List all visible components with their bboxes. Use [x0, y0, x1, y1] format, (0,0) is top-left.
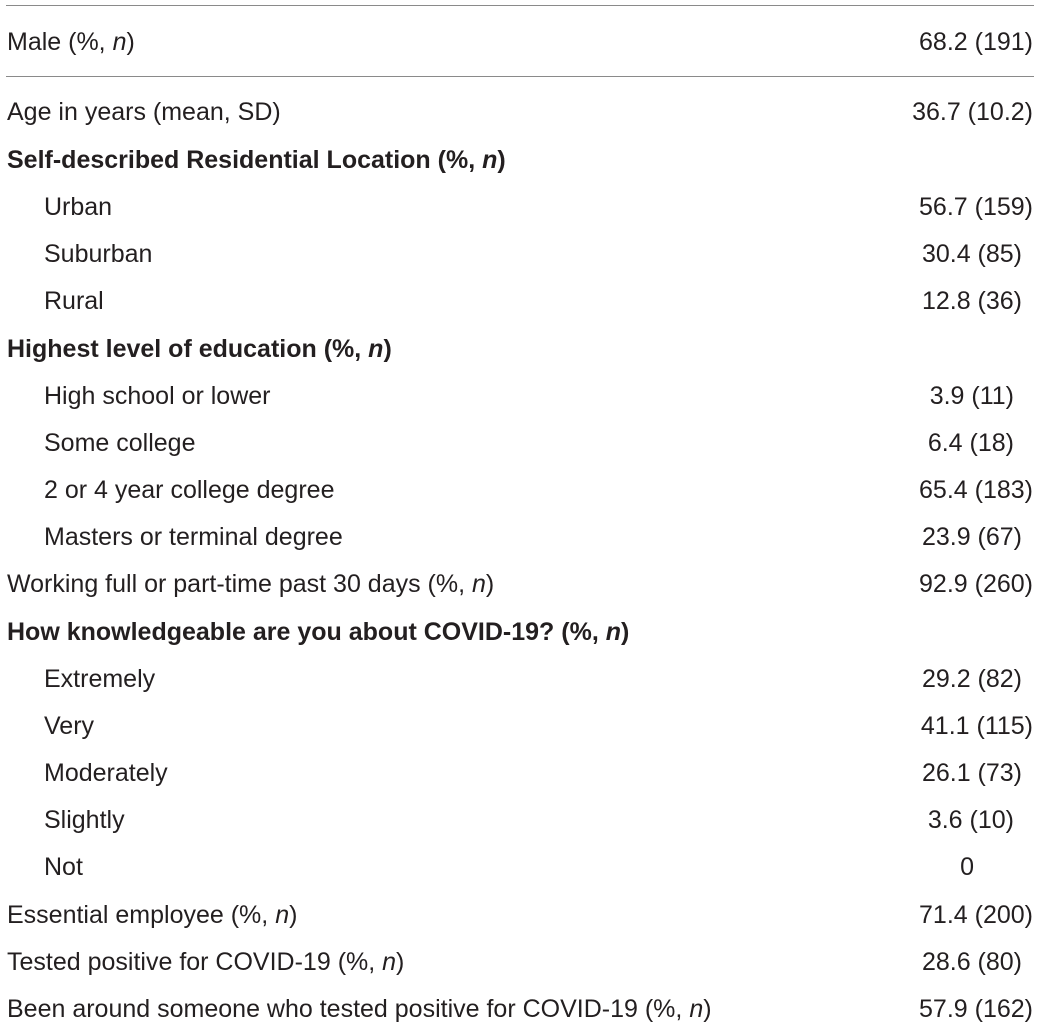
table-row-urban	[0, 185, 1040, 229]
row-value: 26.1 (73)	[921, 759, 1022, 787]
table-row-masters	[0, 515, 1040, 559]
row-value: 23.9 (67)	[921, 523, 1022, 551]
table-row-male	[0, 20, 1040, 64]
row-label: Male (%, n)	[7, 28, 135, 56]
row-label: Urban	[44, 193, 113, 221]
row-value: 56.7 (159)	[919, 193, 1033, 221]
row-label: Essential employee (%, n)	[7, 901, 298, 929]
table-row-tested-positive	[0, 940, 1040, 984]
table-row-moderately	[0, 751, 1040, 795]
row-value: 30.4 (85)	[921, 240, 1022, 268]
table-row-slightly	[0, 798, 1040, 842]
row-label: Rural	[44, 287, 104, 315]
row-value: 3.9 (11)	[929, 382, 1014, 410]
row-label: 2 or 4 year college degree	[44, 476, 335, 504]
table-row-suburban	[0, 232, 1040, 276]
row-label: Very	[44, 712, 95, 740]
row-value: 65.4 (183)	[919, 476, 1033, 504]
row-label: Not	[44, 853, 83, 881]
table-row-very	[0, 704, 1040, 748]
row-value: 3.6 (10)	[927, 806, 1014, 834]
row-value: 6.4 (18)	[927, 429, 1014, 457]
row-value: 68.2 (191)	[919, 28, 1033, 56]
table-row-age	[0, 90, 1040, 134]
row-label: Moderately	[44, 759, 168, 787]
row-label: Self-described Residential Location (%, n)	[7, 146, 506, 174]
row-label: Slightly	[44, 806, 125, 834]
row-label: Extremely	[44, 665, 156, 693]
section-heading-knowledge	[0, 610, 1040, 654]
table-row-extremely	[0, 657, 1040, 701]
table-row-essential-employee	[0, 893, 1040, 937]
row-label: Age in years (mean, SD)	[7, 98, 281, 126]
row-value: 57.9 (162)	[919, 995, 1033, 1023]
row-label: How knowledgeable are you about COVID-19? (%, n)	[7, 618, 630, 646]
row-label: Highest level of education (%, n)	[7, 335, 392, 363]
row-value: 29.2 (82)	[921, 665, 1022, 693]
table-row-rural	[0, 279, 1040, 323]
section-heading-residential-location	[0, 138, 1040, 182]
table-row-working	[0, 562, 1040, 606]
header-rule	[6, 76, 1034, 77]
row-value: 28.6 (80)	[921, 948, 1022, 976]
row-label: Been around someone who tested positive for COVID-19 (%, n)	[7, 995, 712, 1023]
row-value: 12.8 (36)	[921, 287, 1022, 315]
row-value: 71.4 (200)	[919, 901, 1033, 929]
row-label: Masters or terminal degree	[44, 523, 343, 551]
row-value: 36.7 (10.2)	[912, 98, 1033, 126]
row-label: High school or lower	[44, 382, 271, 410]
row-label: Suburban	[44, 240, 153, 268]
row-value: 0	[960, 853, 974, 881]
row-value: 41.1 (115)	[920, 712, 1033, 740]
row-label: Some college	[44, 429, 196, 457]
table-row-college-degree	[0, 468, 1040, 512]
table-row-some-college	[0, 421, 1040, 465]
table-row-exposure	[0, 987, 1040, 1031]
section-heading-education	[0, 327, 1040, 371]
top-rule	[6, 5, 1034, 6]
table-row-high-school	[0, 374, 1040, 418]
table-row-not	[0, 845, 1040, 889]
row-label: Working full or part-time past 30 days (%, n)	[7, 570, 495, 598]
row-value: 92.9 (260)	[919, 570, 1033, 598]
row-label: Tested positive for COVID-19 (%, n)	[7, 948, 405, 976]
